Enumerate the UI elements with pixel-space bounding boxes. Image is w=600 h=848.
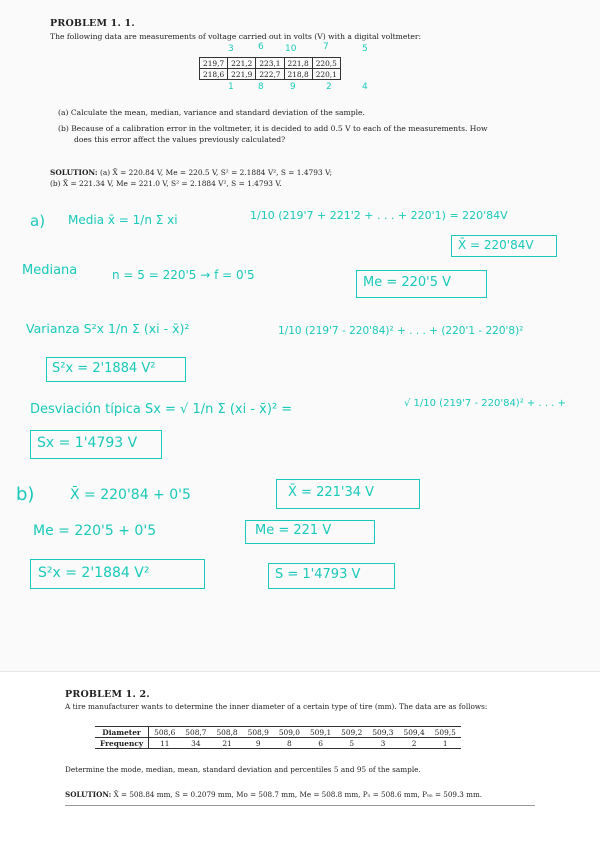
hw-a-label: a) <box>30 212 46 230</box>
table-row <box>200 58 341 69</box>
solution-label: SOLUTION: <box>65 790 112 799</box>
problem-2-title: PROBLEM 1. 2. <box>65 689 150 700</box>
hw-index-bottom-3: 9 <box>290 82 296 92</box>
table-cell: 219,7 <box>200 58 228 69</box>
problem-2-question: Determine the mode, median, mean, standard deviation and percentiles 5 and 95 of the sample. <box>65 765 421 774</box>
table-cell: 221,2 <box>228 58 256 69</box>
hw-b-label: b) <box>16 484 35 505</box>
table-cell: 222,7 <box>256 69 284 80</box>
solution-label: SOLUTION: <box>50 168 98 177</box>
table-cell: 3 <box>367 738 398 749</box>
hw-mediana-result: Me = 220'5 V <box>363 275 452 290</box>
table-cell: 21 <box>211 738 242 749</box>
hw-media-calc: 1/10 (219'7 + 221'2 + . . . + 220'1) = 220'84V <box>250 209 508 222</box>
table-cell: 508,7 <box>180 727 211 738</box>
solution-a: (a) X̄ = 220.84 V, Me = 220.5 V, S² = 2.1884 V², S = 1.4793 V; <box>100 168 333 177</box>
hw-index-top-2: 6 <box>258 42 264 52</box>
table-cell: 221,8 <box>284 58 312 69</box>
hw-media-formula: Media x̄ = 1/n Σ xi <box>68 213 178 227</box>
hw-index-top-4: 7 <box>323 42 329 52</box>
table-cell: 509,5 <box>430 727 461 738</box>
table-cell: 509,0 <box>274 727 305 738</box>
table-cell: 9 <box>243 738 274 749</box>
table-cell: 509,3 <box>367 727 398 738</box>
question-b-line1: (b) Because of a calibration error in the voltmeter, it is decided to add 0.5 V to each of the measurements. How <box>58 124 488 133</box>
table-cell: 2 <box>399 738 430 749</box>
voltage-table <box>199 57 341 80</box>
hw-mediana-calc: n = 5 = 220'5 → f = 0'5 <box>112 268 255 282</box>
solution-b: (b) X̄ = 221.34 V, Me = 221.0 V, S² = 2.1884 V², S = 1.4793 V. <box>50 179 282 188</box>
hw-index-bottom-1: 1 <box>228 82 234 92</box>
table-cell: 1 <box>430 738 461 749</box>
table-cell: 509,4 <box>399 727 430 738</box>
hw-b-mean: X̄ = 220'84 + 0'5 <box>70 487 191 503</box>
table-row <box>95 738 461 749</box>
problem-2-solution-line <box>65 790 482 799</box>
question-b-line2: does this error affect the values previously calculated? <box>74 135 286 144</box>
row-label-frequency: Frequency <box>95 738 149 749</box>
table-cell: 5 <box>336 738 367 749</box>
hw-desv-calc: √ 1/10 (219'7 - 220'84)² + . . . + <box>404 398 566 409</box>
hw-b-mean-result: X̄ = 221'34 V <box>288 485 375 500</box>
hw-varianza-calc: 1/10 (219'7 - 220'84)² + . . . + (220'1 - 220'8)² <box>278 325 524 337</box>
table-cell: 221,9 <box>228 69 256 80</box>
table-cell: 34 <box>180 738 211 749</box>
hw-mediana-label: Mediana <box>22 263 78 278</box>
hw-varianza-result: S²x = 2'1884 V² <box>52 361 156 376</box>
table-cell: 11 <box>149 738 181 749</box>
table-cell: 509,1 <box>305 727 336 738</box>
table-cell: 223,1 <box>256 58 284 69</box>
hw-index-bottom-2: 8 <box>258 82 264 92</box>
problem-1-statement: The following data are measurements of voltage carried out in volts (V) with a digital voltmeter: <box>50 32 422 41</box>
solution-a-line <box>50 168 332 177</box>
table-cell: 218,8 <box>284 69 312 80</box>
hw-index-bottom-5: 4 <box>362 82 368 92</box>
hw-desv-formula: Desviación típica Sx = √ 1/n Σ (xi - x̄)² = <box>30 402 293 417</box>
table-cell: 6 <box>305 738 336 749</box>
table-cell: 508,8 <box>211 727 242 738</box>
table-cell: 218,6 <box>200 69 228 80</box>
problem-2-statement: A tire manufacturer wants to determine the inner diameter of a certain type of tire (mm). The data are as follows: <box>65 702 488 711</box>
table-cell: 508,6 <box>149 727 181 738</box>
question-a: (a) Calculate the mean, median, variance and standard deviation of the sample. <box>58 108 365 117</box>
table-cell: 8 <box>274 738 305 749</box>
hw-media-result: X̄ = 220'84V <box>458 238 534 252</box>
bottom-rule <box>65 805 535 806</box>
hw-desv-result: Sx = 1'4793 V <box>37 435 138 451</box>
table-cell: 509,2 <box>336 727 367 738</box>
table-cell: 508,9 <box>243 727 274 738</box>
hw-b-median-result: Me = 221 V <box>255 523 332 538</box>
problem-1-title: PROBLEM 1. 1. <box>50 18 135 29</box>
hw-b-var-result: S²x = 2'1884 V² <box>38 565 150 581</box>
table-row <box>200 69 341 80</box>
table-row <box>95 727 461 738</box>
hw-index-bottom-4: 2 <box>326 82 332 92</box>
hw-index-top-5: 5 <box>362 44 368 54</box>
hw-b-sd-result: S = 1'4793 V <box>275 567 361 582</box>
table-cell: 220,1 <box>312 69 340 80</box>
row-label-diameter: Diameter <box>95 727 149 738</box>
hw-b-median: Me = 220'5 + 0'5 <box>33 523 157 539</box>
problem-2-solution: X̄ = 508.84 mm, S = 0.2079 mm, Mo = 508.7 mm, Me = 508.8 mm, P₅ = 508.6 mm, P₉₅ = 509.3 mm. <box>113 790 483 799</box>
hw-index-top-1: 3 <box>228 44 234 54</box>
tire-table <box>95 726 461 749</box>
hw-varianza-formula: Varianza S²x 1/n Σ (xi - x̄)² <box>26 321 190 336</box>
hw-index-top-3: 10 <box>285 44 297 54</box>
table-cell: 220,5 <box>312 58 340 69</box>
